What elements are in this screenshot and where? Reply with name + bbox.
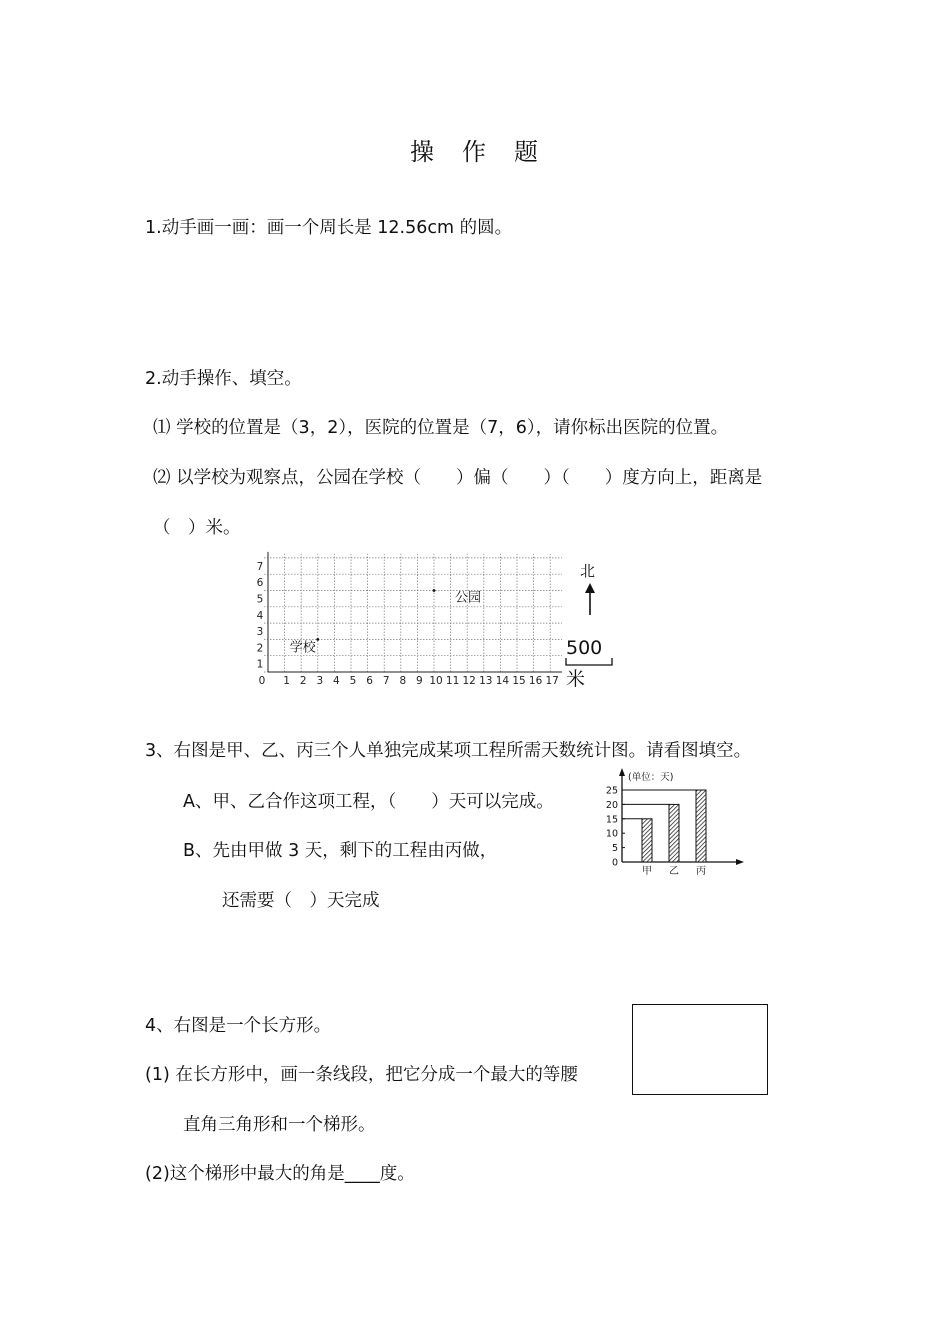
x-tick-label: 11 xyxy=(445,675,460,687)
y-tick-label: 4 xyxy=(256,609,264,622)
park-label: 公园 xyxy=(455,590,482,606)
q2-sub2: ⑵ 以学校为观察点，公园在学校（ ）偏（ ）（ ）度方向上，距离是 xyxy=(153,468,763,488)
x-tick-label: 8 xyxy=(399,675,407,687)
x-tick-label: 7 xyxy=(382,675,390,687)
x-axis-arrow-icon xyxy=(736,859,744,865)
q2-sub1: ⑴ 学校的位置是（3，2），医院的位置是（7，6），请你标出医院的位置。 xyxy=(153,418,729,438)
x-tick-label: 6 xyxy=(366,675,373,687)
scale-unit: 米 xyxy=(566,668,586,690)
q4-sub1-cont: 直角三角形和一个梯形。 xyxy=(183,1115,376,1135)
y-axis-arrow-icon xyxy=(619,768,625,776)
scale-value: 500 xyxy=(566,637,603,659)
coordinate-grid xyxy=(252,548,562,688)
school-label: 学校 xyxy=(289,640,316,656)
q4-sub2: (2)这个梯形中最大的角是____度。 xyxy=(145,1164,415,1184)
q3-a: A、甲、乙合作这项工程，（ ）天可以完成。 xyxy=(183,792,554,812)
y-tick-label: 1 xyxy=(256,658,264,671)
x-tick-label: 4 xyxy=(333,675,340,687)
y-tick-label: 20 xyxy=(605,799,618,811)
y-tick-label: 7 xyxy=(256,560,264,573)
y-tick-label: 6 xyxy=(256,577,264,590)
category-label: 乙 xyxy=(669,866,679,877)
x-tick-label: 9 xyxy=(416,675,423,687)
category-label: 丙 xyxy=(696,866,706,877)
q1-text: 1.动手画一画：画一个周长是 12.56cm 的圆。 xyxy=(145,218,513,238)
chart-unit-label: (单位：天) xyxy=(628,772,674,783)
q3-b-cont: 还需要（ ）天完成 xyxy=(222,891,380,911)
q3-heading: 3、右图是甲、乙、丙三个人单独完成某项工程所需天数统计图。请看图填空。 xyxy=(145,741,752,761)
bar xyxy=(642,819,652,862)
y-tick-label: 5 xyxy=(256,593,264,606)
q4-sub1: (1) 在长方形中，画一条线段，把它分成一个最大的等腰 xyxy=(145,1065,578,1085)
x-tick-label: 2 xyxy=(299,675,307,687)
page-title: 操 作 题 xyxy=(410,138,540,166)
y-tick-label: 0 xyxy=(611,857,618,869)
x-tick-label: 15 xyxy=(512,675,526,687)
park-point xyxy=(433,589,436,592)
bar xyxy=(669,804,679,862)
y-tick-label: 25 xyxy=(605,785,618,797)
y-tick-label: 2 xyxy=(256,642,264,655)
x-tick-label: 17 xyxy=(545,675,559,687)
y-tick-label: 10 xyxy=(605,828,618,840)
x-tick-label: 13 xyxy=(479,675,493,687)
rectangle-figure xyxy=(632,1004,768,1095)
bar-chart xyxy=(598,766,748,880)
north-label: 北 xyxy=(580,562,596,580)
q4-heading: 4、右图是一个长方形。 xyxy=(145,1016,332,1036)
q2-heading: 2.动手操作、填空。 xyxy=(145,369,302,389)
q3-b: B、先由甲做 3 天，剩下的工程由丙做， xyxy=(183,841,498,861)
x-tick-label: 0 xyxy=(258,675,266,687)
x-tick-label: 16 xyxy=(528,675,543,687)
y-tick-label: 5 xyxy=(611,843,618,855)
y-tick-label: 3 xyxy=(256,626,264,639)
school-point xyxy=(316,638,319,641)
bar xyxy=(696,790,706,862)
x-tick-label: 10 xyxy=(429,675,443,687)
q2-sub2-cont: （ ）米。 xyxy=(153,518,241,538)
x-tick-label: 5 xyxy=(349,675,357,687)
x-tick-label: 3 xyxy=(316,675,324,687)
north-arrow-icon xyxy=(580,583,600,617)
x-tick-label: 12 xyxy=(462,675,476,687)
x-tick-label: 1 xyxy=(283,675,290,687)
x-tick-label: 14 xyxy=(495,675,510,687)
y-tick-label: 15 xyxy=(605,814,618,826)
category-label: 甲 xyxy=(642,866,652,877)
